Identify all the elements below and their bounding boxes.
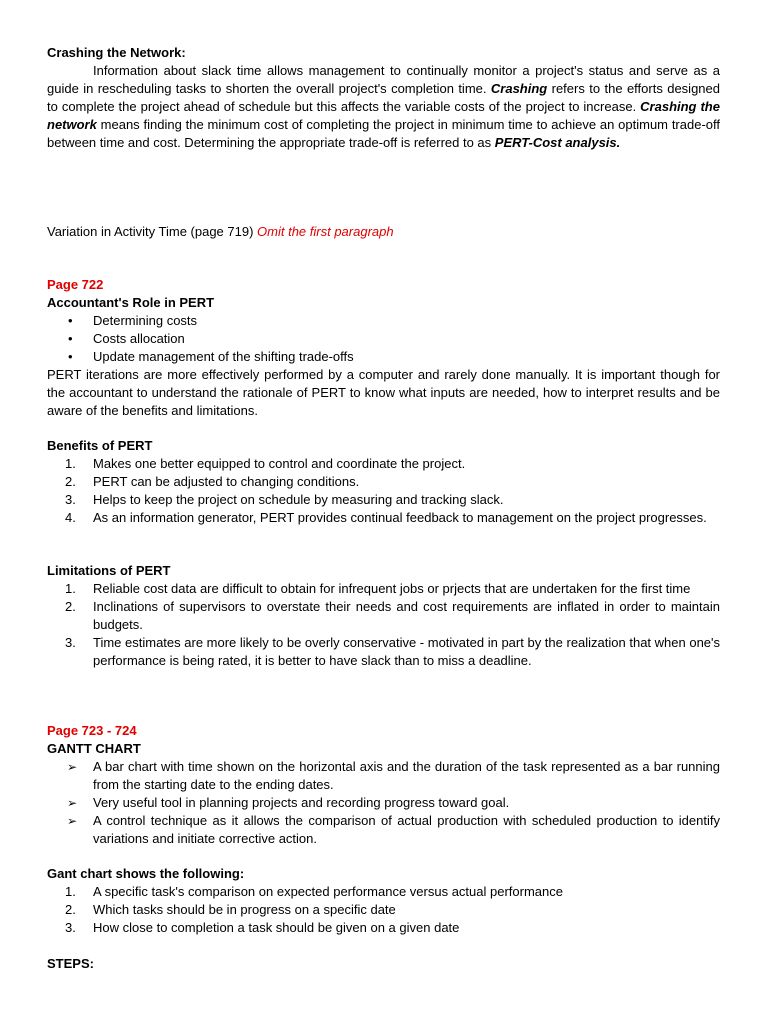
limitations-list xyxy=(47,580,720,670)
list-item-text: A control technique as it allows the comparison of actual production with scheduled production to identify variations and initiate corrective action. xyxy=(93,813,720,846)
crashing-paragraph xyxy=(47,62,720,152)
limitations-heading: Limitations of PERT xyxy=(47,563,171,578)
list-item-text: Time estimates are more likely to be overly conservative - motivated in part by the realization that when one's performance is being rated, it is better to have slack than to miss a deadline. xyxy=(93,635,721,668)
list-number: 3. xyxy=(65,920,76,935)
list-number: 2. xyxy=(65,902,76,917)
list-item-text: Update management of the shifting trade-offs xyxy=(93,349,354,364)
crashing-heading: Crashing the Network: xyxy=(47,45,186,60)
list-item-text: As an information generator, PERT provides continual feedback to management on the project progresses. xyxy=(93,510,707,525)
bullet-icon: • xyxy=(68,349,73,364)
arrow-bullet-icon: ➢ xyxy=(67,760,78,774)
list-item-text: Inclinations of supervisors to overstate their needs and cost requirements are inflated in order to maintain budgets. xyxy=(93,599,720,632)
list-number: 4. xyxy=(65,510,76,525)
list-item xyxy=(47,330,720,348)
list-number: 1. xyxy=(65,581,76,596)
benefits-heading: Benefits of PERT xyxy=(47,438,153,453)
list-item-text: How close to completion a task should be given on a given date xyxy=(93,920,460,935)
list-number: 1. xyxy=(65,884,76,899)
list-item xyxy=(47,509,720,527)
pert-iterations-paragraph: PERT iterations are more effectively performed by a computer and rarely done manually. It is important though for the accountant to understand the rationale of PERT to know what inputs are needed, how to interpret results and be aware of the benefits and limitations. xyxy=(47,367,720,418)
page-722-ref: Page 722 xyxy=(47,277,104,292)
list-item-text: PERT can be adjusted to changing conditions. xyxy=(93,474,360,489)
list-item-text: Determining costs xyxy=(93,313,198,328)
list-item xyxy=(47,758,720,794)
list-item xyxy=(47,473,720,491)
list-item xyxy=(47,491,720,509)
list-item xyxy=(47,901,720,919)
crashing-text-2: refers to the efforts designed to complete the project ahead of schedule but this affects the variable costs of the project to increase. xyxy=(47,81,720,114)
list-item xyxy=(47,812,720,848)
pert-cost-term: PERT-Cost analysis. xyxy=(494,135,621,150)
list-item-text: Makes one better equipped to control and coordinate the project. xyxy=(93,456,466,471)
bullet-icon: • xyxy=(68,313,73,328)
list-item xyxy=(47,312,720,330)
list-item xyxy=(47,455,720,473)
benefits-list xyxy=(47,455,720,527)
list-item xyxy=(47,794,720,812)
crashing-term: Crashing xyxy=(490,81,548,96)
list-item xyxy=(47,634,720,670)
bullet-icon: • xyxy=(68,331,73,346)
gantt-arrow-list xyxy=(47,758,720,848)
gant-shows-list xyxy=(47,883,720,937)
list-number: 3. xyxy=(65,492,76,507)
arrow-bullet-icon: ➢ xyxy=(67,814,78,828)
gantt-chart-heading: GANTT CHART xyxy=(47,741,141,756)
list-number: 1. xyxy=(65,456,76,471)
list-number: 3. xyxy=(65,635,76,650)
accountant-role-list xyxy=(47,312,720,366)
crashing-network-term: Crashing the network xyxy=(47,99,720,132)
list-number: 2. xyxy=(65,599,76,614)
list-item-text: Very useful tool in planning projects and recording progress toward goal. xyxy=(93,795,510,810)
list-item xyxy=(47,598,720,634)
list-item-text: A bar chart with time shown on the horizontal axis and the duration of the task represented as a bar running from the starting date to the ending dates. xyxy=(93,759,720,792)
list-item-text: Costs allocation xyxy=(93,331,185,346)
crashing-text-3: means finding the minimum cost of completing the project in minimum time to achieve an optimum trade-off between time and cost. Determining the appropriate trade-off is referred to as xyxy=(47,117,720,150)
list-number: 2. xyxy=(65,474,76,489)
arrow-bullet-icon: ➢ xyxy=(67,796,78,810)
list-item-text: Which tasks should be in progress on a specific date xyxy=(93,902,396,917)
list-item-text: Helps to keep the project on schedule by measuring and tracking slack. xyxy=(93,492,504,507)
page-723-724-ref: Page 723 - 724 xyxy=(47,723,137,738)
gant-shows-heading: Gant chart shows the following: xyxy=(47,866,245,881)
list-item xyxy=(47,883,720,901)
variation-note: Omit the first paragraph xyxy=(257,224,394,239)
steps-heading: STEPS: xyxy=(47,956,94,971)
variation-line xyxy=(47,223,720,241)
accountant-role-heading: Accountant's Role in PERT xyxy=(47,295,215,310)
list-item xyxy=(47,580,720,598)
list-item xyxy=(47,919,720,937)
variation-text: Variation in Activity Time (page 719) xyxy=(47,224,258,239)
list-item xyxy=(47,348,720,366)
list-item-text: A specific task's comparison on expected performance versus actual performance xyxy=(93,884,563,899)
list-item-text: Reliable cost data are difficult to obtain for infrequent jobs or prjects that are undertaken for the first time xyxy=(93,581,691,596)
crashing-text-1: Information about slack time allows management to continually monitor a project's status and serve as a guide in rescheduling tasks to shorten the overall project's completion time. xyxy=(47,63,720,96)
